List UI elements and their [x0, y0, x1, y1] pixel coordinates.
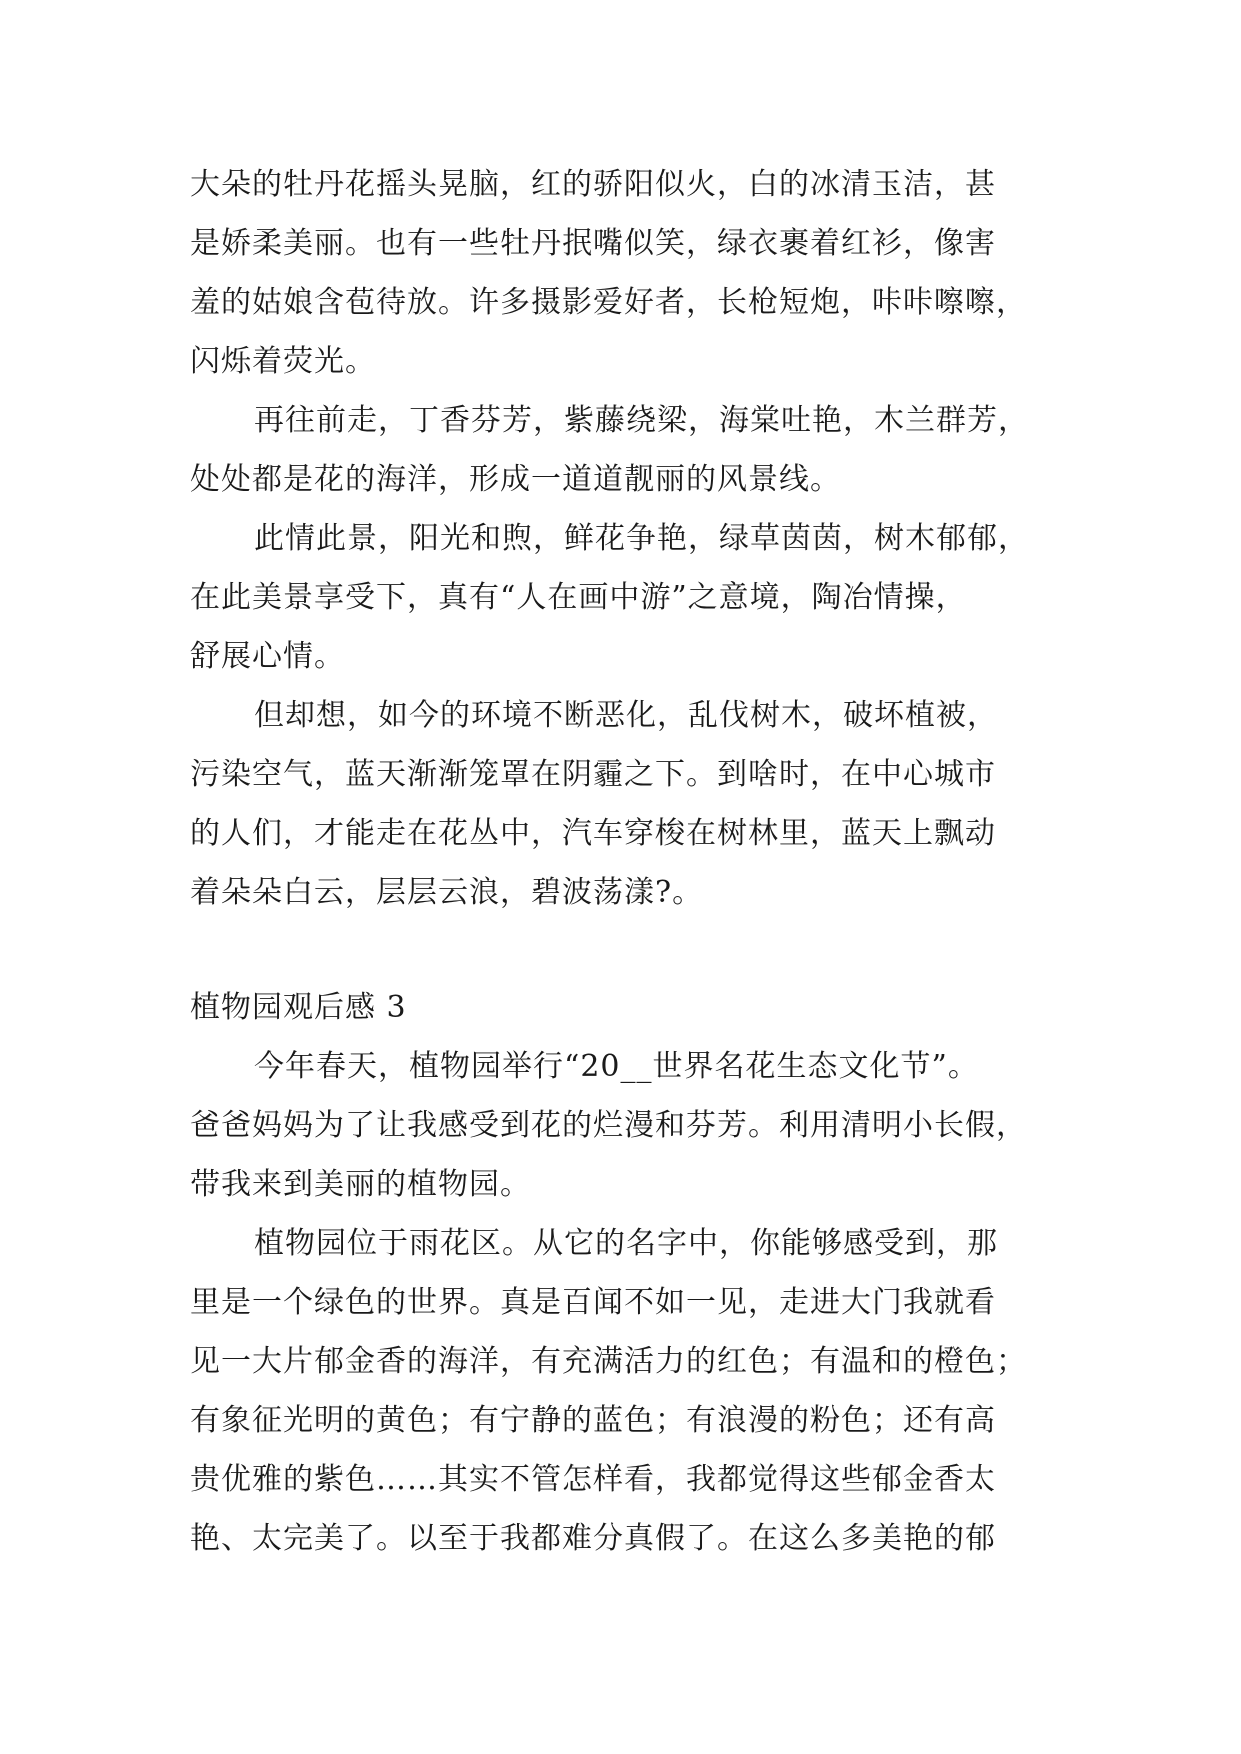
document-body	[190, 155, 1070, 1568]
section-title: 植物园观后感 3	[190, 990, 407, 1025]
paragraph-environment: 但却想，如今的环境不断恶化，乱伐树木，破坏植被， 污染空气，蓝天渐渐笼罩在阴霾之下。到啥时，在中心城市 的人们，才能走在花丛中，汽车穿梭在树林里，蓝天上飘动 着朵朵白云，层层云浪，碧波荡漾?。	[190, 698, 998, 910]
paragraph-spring-festival: 今年春天，植物园举行“20__世界名花生态文化节”。 爸爸妈妈为了让我感受到花的烂漫和芬芳。利用清明小长假， 带我来到美丽的植物园。	[190, 1049, 1027, 1202]
paragraph-peony: 大朵的牡丹花摇头晃脑，红的骄阳似火，白的冰清玉洁，甚 是娇柔美丽。也有一些牡丹抿嘴似笑，绿衣裹着红衫，像害 羞的姑娘含苞待放。许多摄影爱好者，长枪短炮，咔咔嚓嚓， 闪烁着荧光。	[190, 167, 1027, 379]
paragraph-scenery: 此情此景，阳光和煦，鲜花争艳，绿草茵茵，树木郁郁， 在此美景享受下，真有“人在画中游”之意境，陶冶情操， 舒展心情。	[190, 521, 1029, 674]
paragraph-walk-forward: 再往前走，丁香芬芳，紫藤绕梁，海棠吐艳，木兰群芳， 处处都是花的海洋，形成一道道靓丽的风景线。	[190, 403, 1029, 497]
section-gap	[190, 922, 1070, 978]
paragraph-tulips: 植物园位于雨花区。从它的名字中，你能够感受到，那 里是一个绿色的世界。真是百闻不如一见，走进大门我就看 见一大片郁金香的海洋，有充满活力的红色；有温和的橙色； 有象征光明的黄色；有宁静的蓝色；有浪漫的粉色；还有高 贵优雅的紫色……其实不管怎样看，我都觉得这些郁金香太 艳、太完美了。以至于我都难分真假了。在这么多美艳的郁	[190, 1226, 1027, 1556]
